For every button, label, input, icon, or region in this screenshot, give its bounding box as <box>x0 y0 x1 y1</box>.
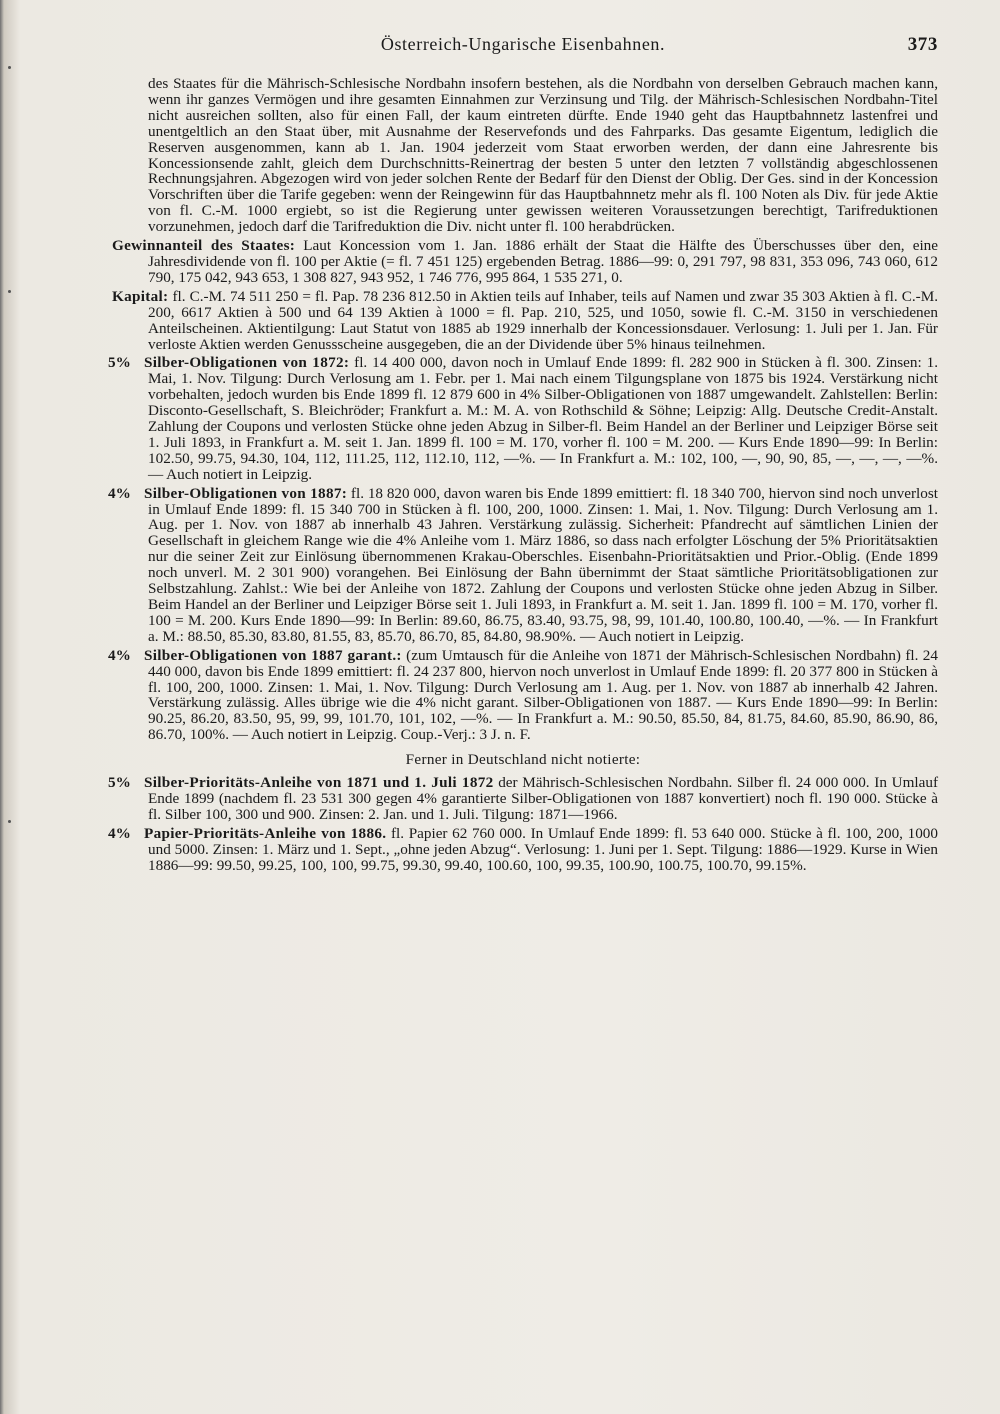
margin-speck <box>8 66 11 69</box>
running-title: Österreich-Ungarische Eisenbahnen. <box>380 34 666 54</box>
entry-text: fl. Papier 62 760 000. In Umlauf Ende 1899: fl. 53 640 000. Stücke à fl. 100, 200, 1000 und 5000. Zinsen: 1. März und 1. Sept., „ohne jeden Abzug“. Verlosung: 1. Juni per 1. Sept. Tilgung: 1886—1929. Kurse in Wien 1886—99: 99.50, 99.25, 100, 100, 99.75, 99.30, 99.40, 100.60, 100, 99.35, 100.90, 100.75, 100.70, 99.15%. <box>148 824 938 874</box>
entry-silber-1872 <box>108 355 938 482</box>
page-body <box>108 76 938 874</box>
entry-heading: Gewinnanteil des Staates: <box>112 237 296 255</box>
interest-rate: 4% <box>108 824 131 842</box>
entry-heading: Silber-Obligationen von 1872: <box>144 354 350 372</box>
entry-prioritaets-1871 <box>108 775 938 823</box>
page-number: 373 <box>907 34 938 55</box>
entry-text: (zum Umtausch für die Anleihe von 1871 der Mährisch-Schlesischen Nordbahn) fl. 24 440 000, davon bis Ende 1899 emittiert: fl. 24 237 800, hiervon noch unverlost in Umlauf Ende 1899: fl. 20 377 800 in Stücken à fl. 100, 200, 1000. Zinsen: 1. Mai, 1. Nov. Tilgung: Durch Verlosung am 1. Aug. per 1. Nov. von 1887 ab innerhalb 42 Jahren. Verstärkung zulässig. Alles übrige wie die 4% nicht garant. Silber-Obligationen von 1887. — Kurs Ende 1890—99: In Berlin: 90.25, 86.20, 83.50, 95, 99, 99, 101.70, 101, 102, —%. — In Frankfurt a. M.: 90.50, 85.50, 84, 81.75, 84.60, 85.90, 86.90, 86, 86.70, 100%. — Auch notiert in Leipzig. Coup.-Verj.: 3 J. n. F. <box>148 646 938 744</box>
entry-heading: Silber-Obligationen von 1887: <box>144 484 348 502</box>
entry-silber-1887 <box>108 486 938 645</box>
margin-speck <box>8 820 11 823</box>
entry-heading: Kapital: <box>112 287 169 305</box>
intro-paragraph: des Staates für die Mährisch-Schlesische Nordbahn insofern bestehen, als die Nordbahn von derselben Gebrauch machen kann, wenn ihr ganzes Vermögen und ihre gesamten Einnahmen zur Verzinsung und Tilg. der Mährisch-Schlesischen Nordbahn-Titel nicht ausreichen sollten, also für einen Fall, der kaum eintreten dürfte. Ende 1940 geht das Hauptbahnnetz lastenfrei und unentgeltlich an den Staat über, mit Ausnahme der Reservefonds und des Fahrparks. Das gesamte Eigentum, lediglich die Reserven ausgenommen, kann ab 1. Jan. 1904 jederzeit vom Staat erworben werden, der dann eine Jahresrente bis Koncessionsende zahlt, gleich dem Durchschnitts-Reinertrag der besten 5 unter den letzten 7 vollständig abgeschlossenen Rechnungsjahren. Abgezogen wird von jeder solchen Rente der Bedarf für den Dienst der Oblig. Der Ges. sind in der Koncession Vorschriften über die Tarife gegeben: wenn der Reingewinn für das Hauptbahnnetz mehr als fl. 100 Noten als Div. für jede Aktie von fl. C.-M. 1000 ergiebt, so ist die Regierung unter gewissen weiteren Voraussetzungen berechtigt, Tarifreduktionen vorzunehmen, jedoch darf die Tarifreduktion die Div. nicht unter fl. 100 herabdrücken. <box>148 75 938 236</box>
entry-kapital <box>108 289 938 353</box>
margin-speck <box>8 290 11 293</box>
interest-rate: 5% <box>108 774 131 792</box>
running-header <box>108 34 938 62</box>
entry-text: fl. C.-M. 74 511 250 = fl. Pap. 78 236 812.50 in Aktien teils auf Inhaber, teils auf Namen und zwar 35 303 Aktien à fl. C.-M. 200, 6617 Aktien à 500 und 64 139 Aktien à 1000 = fl. Pap. 210, 525, und 1050, sowie fl. C.-M. 3150 in verschiedenen Anteilscheinen. Aktientilgung: Laut Statut von 1885 ab 1929 innerhalb der Koncessionsdauer. Verlosung: 1. Juli per 1. Jan. Für verloste Aktien werden Genussscheine ausgegeben, die an der Dividende über 5% hinaus teilnehmen. <box>148 287 938 353</box>
entry-gewinnanteil <box>108 238 938 286</box>
section-separator: Ferner in Deutschland nicht notierte: <box>405 751 641 769</box>
entry-text: der Mährisch-Schlesischen Nordbahn. Silber fl. 24 000 000. In Umlauf Ende 1899 (nachdem fl. 23 531 300 gegen 4% garantierte Silber-Obligationen von 1887 konvertiert) noch fl. 190 000. Stücke à fl. Silber 100, 300 und 900. Zinsen: 2. Jan. und 1. Juli. Tilgung: 1871—1966. <box>148 774 939 823</box>
entry-heading: Silber-Prioritäts-Anleihe von 1871 und 1. Juli 1872 <box>144 774 494 792</box>
interest-rate: 4% <box>108 646 131 664</box>
entry-heading: Silber-Obligationen von 1887 garant.: <box>144 646 402 664</box>
entry-silber-1887-garant <box>108 648 938 743</box>
entry-papier-1886 <box>108 826 938 874</box>
entry-heading: Papier-Prioritäts-Anleihe von 1886. <box>144 824 387 842</box>
entry-text: fl. 14 400 000, davon noch in Umlauf Ende 1899: fl. 282 900 in Stücken à fl. 300. Zinsen: 1. Mai, 1. Nov. Tilgung: Durch Verlosung am 1. Febr. per 1. Mai nach einem Tilgungsplane von 1875 bis 1924. Verstärkung nicht vorbehalten, jedoch wurden bis Ende 1899 fl. 12 879 600 in 4% Silber-Obligationen von 1887 umgewandelt. Zahlstellen: Berlin: Disconto-Gesellschaft, S. Bleichröder; Frankfurt a. M.: M. A. von Rothschild & Söhne; Leipzig: Allg. Deutsche Credit-Anstalt. Zahlung der Coupons und verlosten Stücke ohne jeden Abzug in Silber-fl. Beim Handel an der Berliner und Leipziger Börse seit 1. Juli 1893, in Frankfurt a. M. seit 1. Jan. 1899 fl. 100 = M. 170, vorher fl. 100 = M. 200. — Kurs Ende 1890—99: In Berlin: 102.50, 99.75, 94.30, 104, 112, 111.25, 112, 112.10, 112, —%. — In Frankfurt a. M.: 102, 100, —, 90, 90, 85, —, —, —, —%. — Auch notiert in Leipzig. <box>148 354 939 483</box>
entry-text: fl. 18 820 000, davon waren bis Ende 1899 emittiert: fl. 18 340 700, hiervon sind noch unverlost in Umlauf Ende 1899: fl. 15 340 700 in Stücken à fl. 100, 200, 1000. Zinsen: 1. Mai, 1. Nov. Tilgung: Durch Verlosung am 1. Aug. per 1. Nov. von 1887 ab innerhalb 43 Jahren. Verstärkung zulässig. Sicherheit: Pfandrecht auf sämtlichen Linien der Gesellschaft in gleichem Range wie die 4% Anleihe vom 1. März 1886, so dass nach erfolgter Löschung der 5% Prioritätsaktien nur die seiner Zeit zur Einlösung übernommenen Krakau-Oberschles. Eisenbahn-Prioritätsaktien und Prior.-Oblig. (Ende 1899 noch unverl. M. 2 301 900) vorangehen. Bei Einlösung der Bahn übernimmt der Staat sämtliche Prioritätsobligationen zur Selbstzahlung. Zahlst.: Wie bei der Anleihe von 1872. Zahlung der Coupons und verlosten Stücke ohne jeden Abzug in Silber. Beim Handel an der Berliner und Leipziger Börse seit 1. Juli 1893, in Frankfurt a. M. seit 1. Jan. 1899 fl. 100 = M. 170, vorher fl. 100 = M. 200. Kurs Ende 1890—99: In Berlin: 89.60, 86.75, 83.40, 93.75, 98, 99, 101.40, 100.80, 100.40, —%. — In Frankfurt a. M.: 88.50, 85.30, 83.80, 81.55, 83, 85.70, 86.70, 85, 84.80, 98.90%. — Auch notiert in Leipzig. <box>148 484 938 645</box>
interest-rate: 4% <box>108 484 131 502</box>
entry-text: Laut Koncession vom 1. Jan. 1886 erhält der Staat die Hälfte des Überschusses über den, eine Jahresdividende von fl. 100 per Aktie (= fl. 7 451 125) ergebenden Betrag. 1886—99: 0, 291 797, 98 831, 353 096, 743 060, 612 790, 175 042, 943 653, 1 308 827, 943 952, 1 746 776, 995 864, 1 535 271, 0. <box>148 237 939 286</box>
interest-rate: 5% <box>108 354 131 372</box>
